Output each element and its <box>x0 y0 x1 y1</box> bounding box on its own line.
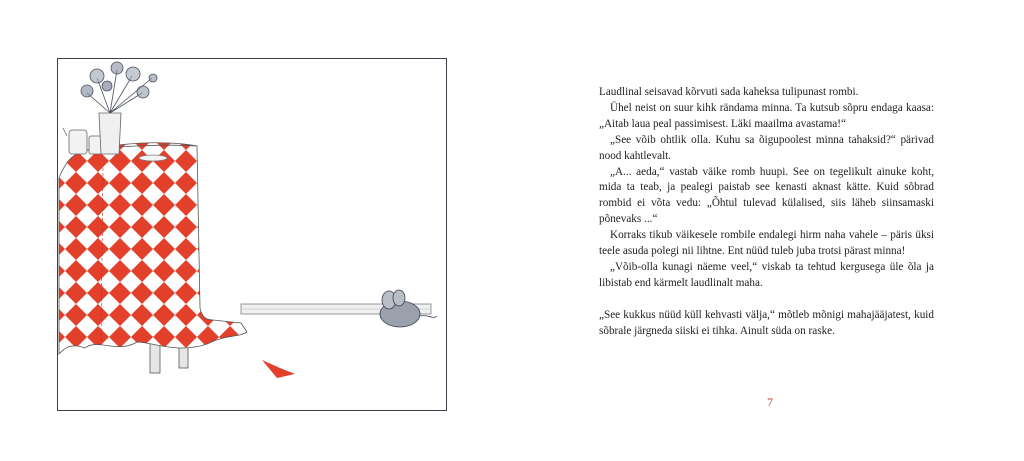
paragraph: Laudlinal seisavad kõrvuti sada kaheksa tulipunast rombi. <box>599 86 859 98</box>
illustration-frame <box>57 58 447 411</box>
text-page <box>512 0 1024 461</box>
paragraph: „See kukkus nüüd küll kehvasti välja,“ mõtleb mõnigi mahajääjatest, kuid sõbrale järgneda siiski ei tihka. Ainult süda on raske. <box>599 308 934 337</box>
table-illustration <box>57 58 447 411</box>
paragraph: „A... aeda,“ vastab väike romb huupi. See on tegelikult ainuke koht, mida ta teab, ja pealegi paistab see kenasti aknast kätte. Kuid sõbrad rombid ei võta vedu: „Õhtul tulevad külalised, siis läheb siinsamaski põnevaks ...“ <box>599 165 934 226</box>
saucer <box>139 155 167 161</box>
story-text <box>599 85 934 340</box>
paragraph: Korraks tikub väikesele rombile endalegi hirm naha vahele – päris üksi teele asuda polegi nii lihtne. Ent nüüd tuleb juba trotsi pärast minna! <box>599 229 934 258</box>
paragraph: Ühel neist on suur kihk rändama minna. Ta kutsub sõpru endaga kaasa: „Aitab laua peal passimisest. Läki maailma avastama!“ <box>599 101 934 130</box>
paragraph: „Võib-olla kunagi näeme veel,“ viskab ta tehtud kergusega üle õla ja libistab end kärmelt laudlinalt maha. <box>599 260 934 289</box>
paragraph: „See võib ohtlik olla. Kuhu sa õigupoolest minna tahaksid?“ pärivad nood kahtlevalt. <box>599 133 934 162</box>
vase <box>99 113 121 154</box>
page-number: 7 <box>767 395 773 409</box>
